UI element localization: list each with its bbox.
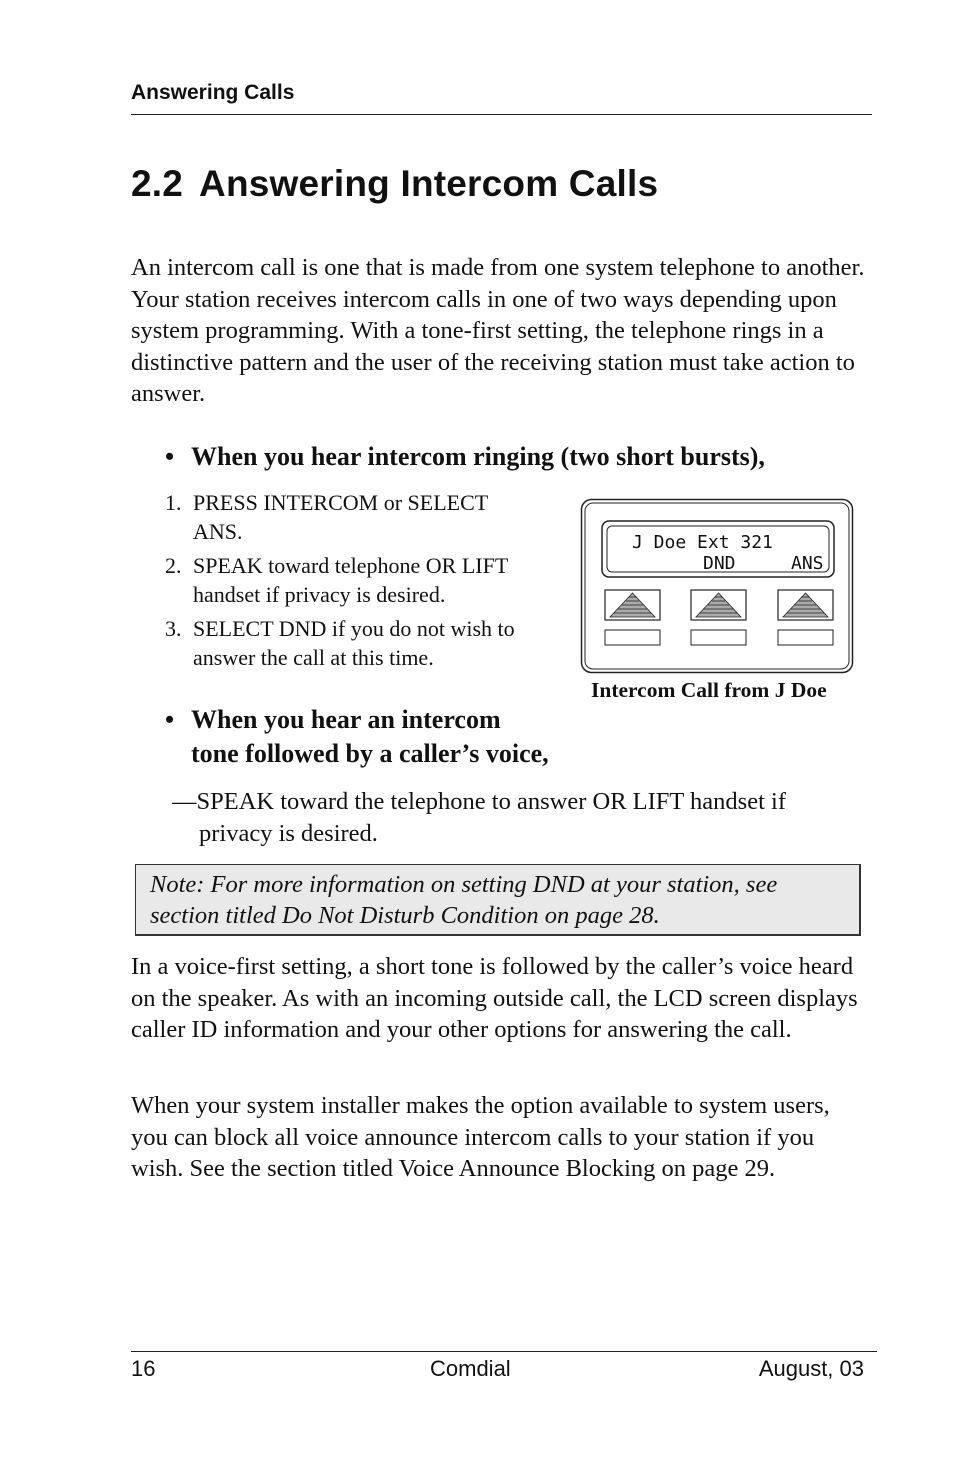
footer-company: Comdial [430,1356,511,1381]
voice-first-paragraph: In a voice-first setting, a short tone is followed by the caller’s voice heard on the speaker. As with an incoming outside call, the LCD screen displays caller ID information and your other options for answering the call. [131,953,858,1043]
step-number: 1. [165,490,182,515]
section-number: 2.2 [131,163,184,204]
footer-rule [131,1351,877,1352]
step-text-continued: handset if privacy is desired. [193,582,446,607]
step-text-continued: answer the call at this time. [193,645,434,670]
figure-caption: Intercom Call from J Doe [591,678,827,702]
step-item [165,614,565,672]
bullet-marker: • [165,705,175,734]
lcd-softkey-ans: ANS [791,553,824,574]
bullet-tone-first-text: When you hear intercom ringing (two short bursts), [191,442,765,471]
softkey-button-middle-dnd[interactable] [691,590,746,620]
softkey-button-left[interactable] [605,590,660,620]
softkey-label-strip [605,630,660,645]
bullet-voice-first [165,703,549,771]
note-text: Note: For more information on setting DND at your station, see section titled Do Not Disturb Condition on page 28. [150,871,778,929]
section-title-text: Answering Intercom Calls [199,163,659,204]
lcd-softkey-dnd: DND [703,553,736,574]
bullet-voice-first-text-continued: tone followed by a caller’s voice, [191,739,549,768]
step-number: 2. [165,553,182,578]
section-title [131,163,658,205]
bullet-tone-first [165,440,765,474]
softkey-label-strip [691,630,746,645]
step-text: PRESS INTERCOM or SELECT [193,490,489,515]
step-text: SELECT DND if you do not wish to [193,616,515,641]
voice-first-action-continued: privacy is desired. [199,819,378,847]
answer-steps-list [165,488,565,677]
footer-date: August, 03 [758,1356,864,1381]
step-number: 3. [165,616,182,641]
intro-paragraph: An intercom call is one that is made from one system telephone to another. Your station receives intercom calls in one of two ways depending upon system programming. With a tone-first setting, the telephone rings in a distinctive pattern and the user of the receiving station must take action to answer. [131,254,865,407]
softkey-label-strip [778,630,833,645]
voice-first-action [172,786,862,849]
softkey-button-right-ans[interactable] [778,590,833,620]
header-rule [131,114,872,115]
bullet-marker: • [165,442,175,471]
step-item [165,488,565,546]
voice-blocking-paragraph: When your system installer makes the option available to system users, you can block all voice announce intercom calls to your station if you wish. See the section titled Voice Announce Blocking on page 29. [131,1092,830,1182]
voice-first-action-line: —SPEAK toward the telephone to answer OR LIFT handset if [172,788,786,815]
bullet-voice-first-text: When you hear an intercom [191,705,501,734]
step-item [165,551,565,609]
running-header: Answering Calls [131,81,295,104]
note-box [135,864,861,936]
step-text: SPEAK toward telephone OR LIFT [193,553,509,578]
lcd-caller-line: J Doe Ext 321 [632,532,773,553]
footer-page-number: 16 [131,1356,156,1381]
step-text-continued: ANS. [193,519,243,544]
phone-display-figure [580,498,854,674]
